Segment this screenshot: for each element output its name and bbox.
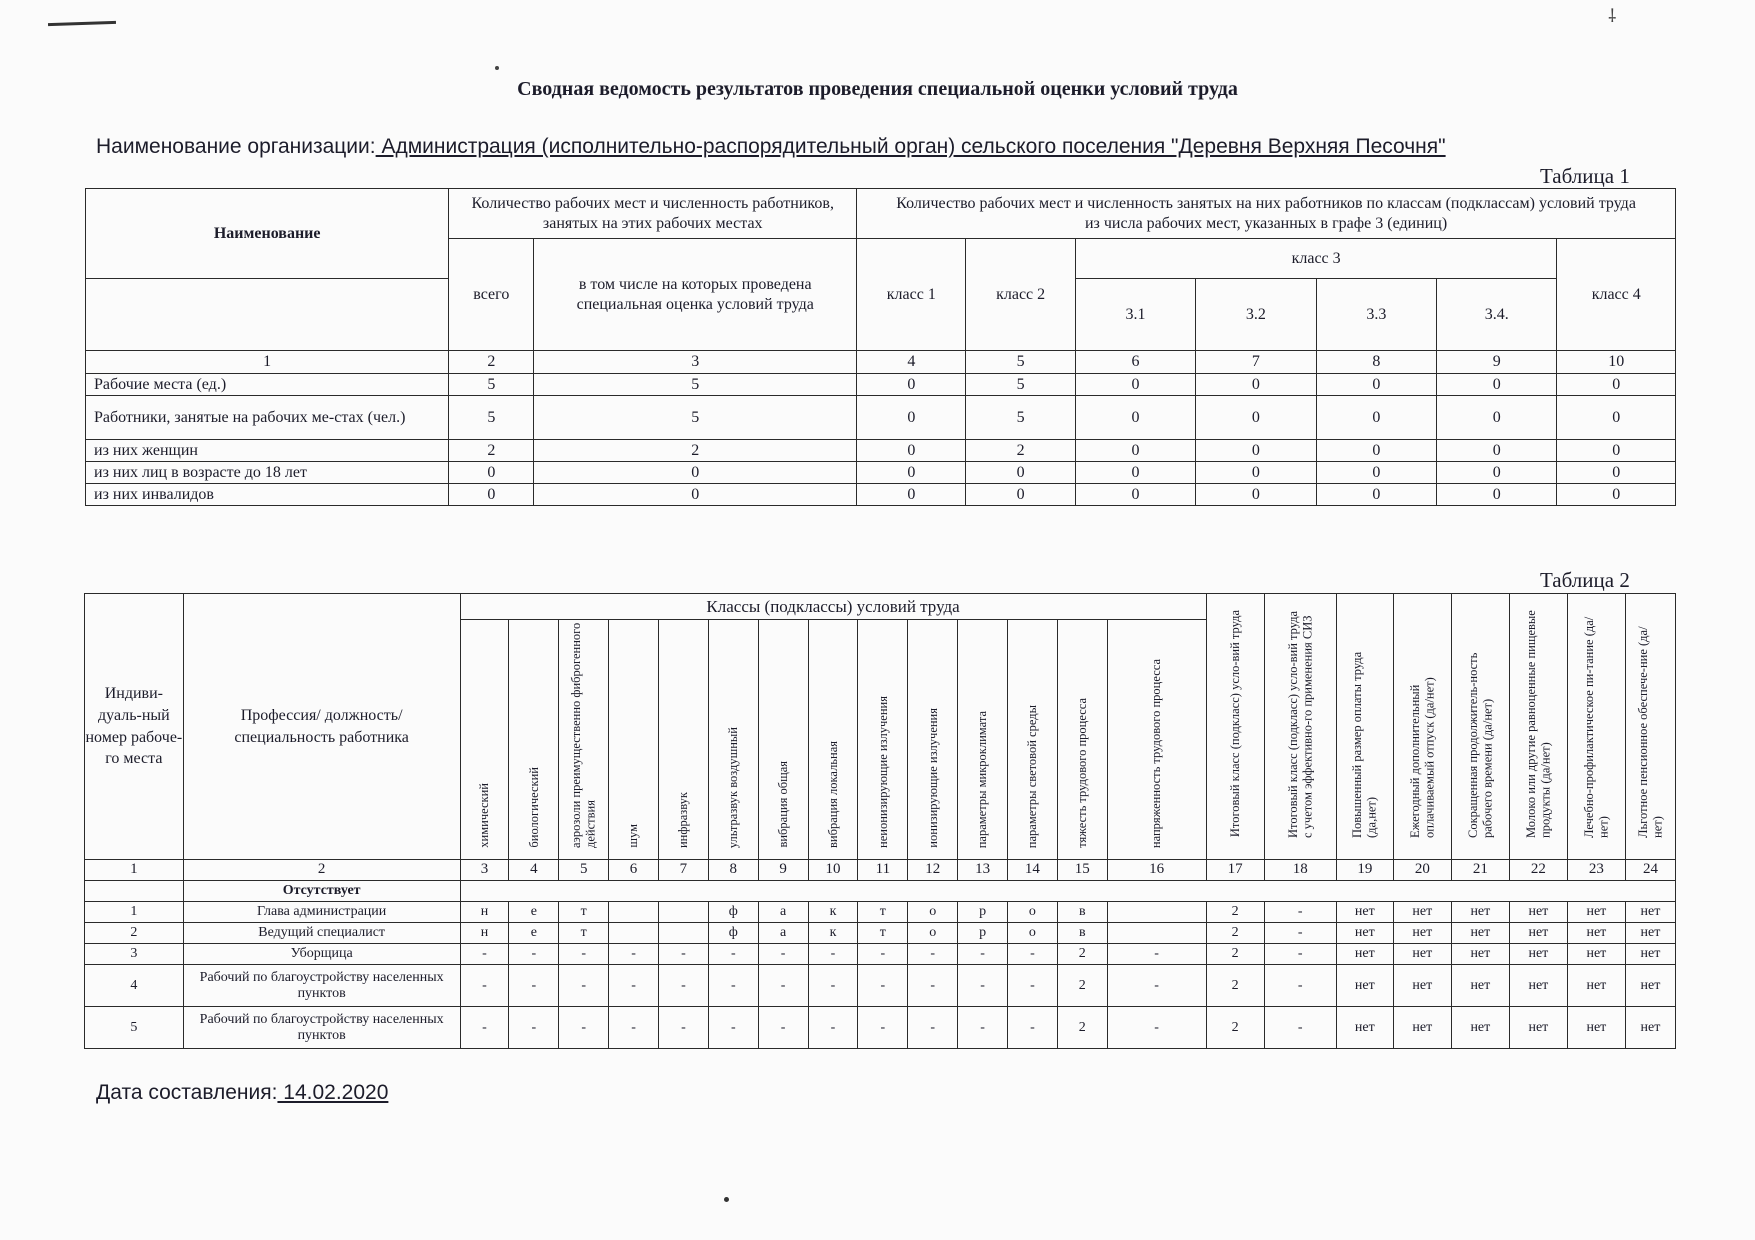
col-number: 19 (1336, 860, 1393, 881)
table-cell: - (1264, 923, 1336, 944)
header-factor (858, 620, 908, 860)
table-cell: 0 (534, 484, 857, 506)
table-row (86, 396, 1676, 440)
table-cell: - (1107, 965, 1206, 1007)
table-cell: - (758, 965, 808, 1007)
table2-caption: Таблица 2 (1540, 568, 1630, 592)
header-c34: 3.4. (1437, 279, 1557, 351)
header-profession: Профессия/ должность/ специальность работника (183, 594, 460, 860)
table-cell: а (758, 902, 808, 923)
col-number: 16 (1107, 860, 1206, 881)
workplace-id: 4 (85, 965, 184, 1007)
document-title: Сводная ведомость результатов проведения специальной оценки условий труда (517, 78, 1238, 100)
table-cell: а (758, 923, 808, 944)
table-cell: нет (1336, 902, 1393, 923)
table-cell: - (958, 944, 1008, 965)
table-cell: 0 (449, 462, 534, 484)
table-cell: - (509, 965, 559, 1007)
table-cell: н (460, 923, 509, 944)
table-cell (658, 902, 708, 923)
table-cell: нет (1509, 965, 1567, 1007)
corner-mark-icon: ⸸ (1608, 6, 1617, 26)
table-cell: 0 (1196, 374, 1316, 396)
col-number: 23 (1567, 860, 1625, 881)
table-cell: 0 (534, 462, 857, 484)
table-cell: о (908, 902, 958, 923)
table-cell: 2 (1206, 902, 1264, 923)
table-cell: е (509, 923, 559, 944)
row-label: из них инвалидов (86, 484, 449, 506)
table-cell: е (509, 902, 559, 923)
table-cell: - (758, 944, 808, 965)
header-factor (658, 620, 708, 860)
header-factor (609, 620, 659, 860)
col-number: 24 (1625, 860, 1675, 881)
section-spacer (460, 881, 1675, 902)
col-number: 9 (1437, 351, 1557, 374)
column-number-row (85, 860, 1676, 881)
table-cell: 0 (1557, 462, 1676, 484)
table-cell: нет (1336, 1007, 1393, 1049)
table-cell: 5 (534, 374, 857, 396)
table-cell: - (658, 965, 708, 1007)
table-cell: - (908, 965, 958, 1007)
table-cell: т (858, 923, 908, 944)
table-cell: 0 (1316, 484, 1436, 506)
table-cell: нет (1509, 902, 1567, 923)
col-number: 6 (1075, 351, 1195, 374)
table-cell: 2 (966, 440, 1075, 462)
table-cell: нет (1567, 1007, 1625, 1049)
col-number: 15 (1057, 860, 1107, 881)
organization-label: Наименование организации: (96, 135, 376, 158)
header-factor-label: ионизирующие излучения (925, 708, 940, 848)
table-cell: 0 (1437, 462, 1557, 484)
table-cell: - (958, 965, 1008, 1007)
table-cell: 0 (1316, 462, 1436, 484)
table-cell: - (908, 1007, 958, 1049)
table-cell: 0 (1075, 462, 1195, 484)
table-cell: 0 (1075, 374, 1195, 396)
table-cell: - (609, 965, 659, 1007)
organization-value: Администрация (исполнительно-распорядительный орган) сельского поселения "Деревня Верхняя Песочня" (375, 135, 1446, 158)
header-c33: 3.3 (1316, 279, 1436, 351)
table-cell: в (1057, 923, 1107, 944)
col-number: 10 (1557, 351, 1676, 374)
table-cell (1107, 923, 1206, 944)
col-number: 20 (1393, 860, 1451, 881)
table-row (86, 440, 1676, 462)
table-cell: 0 (857, 484, 966, 506)
row-label: Рабочие места (ед.) (86, 374, 449, 396)
table-cell: - (509, 944, 559, 965)
header-factor-label: вибрация локальная (825, 741, 840, 848)
col-number: 10 (808, 860, 858, 881)
table-cell: нет (1336, 944, 1393, 965)
table-cell: нет (1451, 965, 1509, 1007)
table-cell: нет (1336, 923, 1393, 944)
header-c32: 3.2 (1196, 279, 1316, 351)
table-cell: 0 (966, 462, 1075, 484)
date-line (96, 1081, 388, 1105)
header-factor (559, 620, 609, 860)
table-cell: - (1264, 965, 1336, 1007)
header-factor-label: параметры микроклимата (975, 710, 990, 848)
table-cell: - (858, 965, 908, 1007)
table-cell: 2 (449, 440, 534, 462)
table-cell: нет (1625, 944, 1675, 965)
header-class2: класс 2 (966, 239, 1075, 351)
col-number: 1 (85, 860, 184, 881)
table-cell: - (658, 944, 708, 965)
header-extra-17 (1206, 594, 1264, 860)
table-cell: р (958, 902, 1008, 923)
header-count-group: Количество рабочих мест и численность работников, занятых на этих рабочих местах (449, 189, 857, 239)
table-cell: 5 (966, 396, 1075, 440)
header-factor-label: шум (626, 824, 641, 848)
column-number-row (86, 351, 1676, 374)
header-extra-20 (1393, 594, 1451, 860)
table-cell: нет (1625, 965, 1675, 1007)
table-cell: нет (1509, 923, 1567, 944)
table-cell (1107, 902, 1206, 923)
table-row (85, 965, 1676, 1007)
table-cell: 5 (966, 374, 1075, 396)
header-extra-label: Итоговый класс (подкласс) усло-вий труда (1227, 610, 1242, 838)
table1-caption: Таблица 1 (1540, 164, 1630, 188)
table-cell: 0 (1437, 396, 1557, 440)
table-row (85, 923, 1676, 944)
table-cell: 0 (1075, 396, 1195, 440)
table-cell: нет (1393, 944, 1451, 965)
header-factor-label: параметры световой среды (1025, 704, 1040, 848)
table-cell: - (1008, 965, 1058, 1007)
table-cell: нет (1567, 902, 1625, 923)
table-cell: - (808, 1007, 858, 1049)
table-cell: 2 (1206, 923, 1264, 944)
table-cell: - (858, 1007, 908, 1049)
table-cell: нет (1567, 944, 1625, 965)
table-cell: 0 (1075, 440, 1195, 462)
table-cell: нет (1393, 965, 1451, 1007)
table-cell (609, 923, 659, 944)
table-row (86, 484, 1676, 506)
profession: Уборщица (183, 944, 460, 965)
table-cell: к (808, 923, 858, 944)
table-cell: нет (1336, 965, 1393, 1007)
scan-dot (724, 1197, 729, 1202)
header-extra-22 (1509, 594, 1567, 860)
table-cell: - (1264, 1007, 1336, 1049)
table-cell: 5 (534, 396, 857, 440)
table-cell: 0 (1196, 396, 1316, 440)
header-factor (708, 620, 758, 860)
table-cell: 0 (1557, 374, 1676, 396)
table-cell: 0 (1316, 396, 1436, 440)
table-cell: нет (1451, 923, 1509, 944)
scan-mark (48, 21, 116, 26)
table-cell: о (1008, 923, 1058, 944)
table-cell: нет (1509, 1007, 1567, 1049)
table-cell: 2 (534, 440, 857, 462)
header-factor (1107, 620, 1206, 860)
header-extra-18 (1264, 594, 1336, 860)
table-row (86, 374, 1676, 396)
table-cell: ф (708, 902, 758, 923)
header-extra-label: Сокращенная продолжитель-ность рабочего времени (да/нет) (1465, 652, 1495, 838)
header-factor (958, 620, 1008, 860)
table-cell: нет (1451, 944, 1509, 965)
table-cell: 0 (857, 374, 966, 396)
col-number: 2 (183, 860, 460, 881)
header-class4: класс 4 (1557, 239, 1676, 351)
date-value: 14.02.2020 (277, 1081, 389, 1104)
header-extra-21 (1451, 594, 1509, 860)
row-label: из них лиц в возрасте до 18 лет (86, 462, 449, 484)
header-class3: класс 3 (1075, 239, 1557, 279)
table-cell: нет (1625, 923, 1675, 944)
profession: Ведущий специалист (183, 923, 460, 944)
col-number: 8 (1316, 351, 1436, 374)
col-number: 11 (858, 860, 908, 881)
table-cell: ф (708, 923, 758, 944)
date-label: Дата составления: (96, 1081, 278, 1104)
table-cell: 2 (1206, 1007, 1264, 1049)
table-cell: - (609, 1007, 659, 1049)
header-extra-23 (1567, 594, 1625, 860)
header-factor-label: ультразвук воздушный (726, 726, 741, 848)
header-factor-label: аэрозоли преимущественно фиброгенного действия (569, 622, 598, 848)
table-cell: - (1107, 944, 1206, 965)
col-number: 4 (509, 860, 559, 881)
table-cell: т (559, 902, 609, 923)
table-row (85, 902, 1676, 923)
table-cell: н (460, 902, 509, 923)
header-factor (908, 620, 958, 860)
table-cell: - (1264, 902, 1336, 923)
table-cell: - (1008, 1007, 1058, 1049)
table-cell: - (559, 965, 609, 1007)
table-cell: - (460, 944, 509, 965)
workplace-id: 2 (85, 923, 184, 944)
organization-line (96, 135, 1446, 159)
table-cell: - (509, 1007, 559, 1049)
row-label: из них женщин (86, 440, 449, 462)
header-factor-label: неионизирующие излучения (875, 696, 890, 848)
header-extra-label: Повышенный размер оплаты труда (да,нет) (1350, 651, 1379, 838)
header-factor (509, 620, 559, 860)
table-cell: 0 (966, 484, 1075, 506)
col-number: 5 (559, 860, 609, 881)
col-number: 6 (609, 860, 659, 881)
table-cell: нет (1393, 902, 1451, 923)
header-factor-label: напряженность трудового процесса (1149, 658, 1164, 848)
header-factor (758, 620, 808, 860)
workplace-id: 3 (85, 944, 184, 965)
table-cell: 2 (1206, 944, 1264, 965)
table-cell: 0 (857, 396, 966, 440)
table-cell: в (1057, 902, 1107, 923)
table-cell: 0 (1437, 440, 1557, 462)
table-cell: нет (1393, 923, 1451, 944)
table-cell: 0 (1437, 374, 1557, 396)
table-cell: к (808, 902, 858, 923)
table-cell: 0 (1196, 462, 1316, 484)
table-cell: 0 (857, 462, 966, 484)
section-id-spacer (85, 881, 184, 902)
header-extra-label: Итоговый класс (подкласс) усло-вий труда с учетом эффективно-го применения СИЗ (1285, 610, 1315, 838)
header-extra-label: Ежегодный дополнительный оплачиваемый отпуск (да/нет) (1407, 677, 1437, 838)
table-cell: - (808, 965, 858, 1007)
col-number: 3 (460, 860, 509, 881)
table-cell: - (460, 965, 509, 1007)
header-extra-19 (1336, 594, 1393, 860)
table-cell: 0 (1196, 484, 1316, 506)
table-cell: 0 (1196, 440, 1316, 462)
header-factor (460, 620, 509, 860)
table1-summary (85, 188, 1676, 506)
header-extra-label: Льготное пенсионное обеспече-ние (да/нет) (1636, 626, 1665, 838)
row-label: Работники, занятые на рабочих ме-стах (чел.) (86, 396, 449, 440)
col-number: 13 (958, 860, 1008, 881)
col-number: 5 (966, 351, 1075, 374)
table-cell: 0 (1075, 484, 1195, 506)
table-cell: - (708, 944, 758, 965)
col-number: 8 (708, 860, 758, 881)
col-number: 7 (1196, 351, 1316, 374)
table-cell: - (609, 944, 659, 965)
table-cell: 0 (1557, 396, 1676, 440)
table-row (86, 462, 1676, 484)
table-cell: - (658, 1007, 708, 1049)
table-cell (658, 923, 708, 944)
table-cell: 2 (1057, 944, 1107, 965)
col-number: 12 (908, 860, 958, 881)
table-cell: нет (1451, 902, 1509, 923)
profession: Рабочий по благоустройству населенных пунктов (183, 965, 460, 1007)
profession: Глава администрации (183, 902, 460, 923)
table-cell: 0 (1557, 484, 1676, 506)
col-number: 2 (449, 351, 534, 374)
col-number: 7 (658, 860, 708, 881)
header-total: всего (449, 239, 534, 351)
table-cell: нет (1625, 902, 1675, 923)
header-factor-label: инфразвук (676, 791, 691, 848)
table-cell: т (858, 902, 908, 923)
header-extra-label: Лечебно-профилактическое пи-тание (да/нет) (1582, 616, 1611, 838)
table-cell: нет (1625, 1007, 1675, 1049)
header-c31: 3.1 (1075, 279, 1195, 351)
table-cell: нет (1567, 923, 1625, 944)
table-cell: нет (1451, 1007, 1509, 1049)
header-name-spacer (86, 279, 449, 351)
table-cell: - (908, 944, 958, 965)
table-cell: - (559, 1007, 609, 1049)
table-cell: - (958, 1007, 1008, 1049)
header-factor (1057, 620, 1107, 860)
scan-dot (495, 66, 499, 70)
table-row (85, 1007, 1676, 1049)
col-number: 18 (1264, 860, 1336, 881)
col-number: 21 (1451, 860, 1509, 881)
table-cell: 5 (449, 374, 534, 396)
col-number: 3 (534, 351, 857, 374)
header-class-group: Количество рабочих мест и численность занятых на них работников по классам (подклассам) условий труда из числа рабочих мест, указанных в графе 3 (единиц) (857, 189, 1676, 239)
col-number: 9 (758, 860, 808, 881)
header-factor (1008, 620, 1058, 860)
header-factor-label: биологический (526, 767, 541, 848)
section-label: Отсутствует (183, 881, 460, 902)
table-cell: о (1008, 902, 1058, 923)
workplace-id: 1 (85, 902, 184, 923)
header-factor-label: тяжесть трудового процесса (1075, 698, 1090, 848)
table-cell: нет (1567, 965, 1625, 1007)
header-factor-label: вибрация общая (775, 761, 790, 848)
header-workplace-id: Индиви-дуаль-ный номер рабоче-го места (85, 594, 184, 860)
table-cell: 0 (449, 484, 534, 506)
table-cell (609, 902, 659, 923)
table-cell: 2 (1206, 965, 1264, 1007)
table-cell: - (460, 1007, 509, 1049)
col-number: 4 (857, 351, 966, 374)
table-cell: - (808, 944, 858, 965)
header-factor-label: химический (477, 783, 492, 848)
table-cell: - (559, 944, 609, 965)
workplace-id: 5 (85, 1007, 184, 1049)
header-extra-label: Молоко или другие равноценные пищевые продукты (да/нет) (1523, 610, 1553, 838)
header-name: Наименование (86, 189, 449, 279)
table-cell: т (559, 923, 609, 944)
col-number: 22 (1509, 860, 1567, 881)
table-cell: 2 (1057, 965, 1107, 1007)
col-number: 1 (86, 351, 449, 374)
table-cell: 0 (1316, 374, 1436, 396)
table-cell: 0 (1437, 484, 1557, 506)
profession: Рабочий по благоустройству населенных пунктов (183, 1007, 460, 1049)
table-cell: 0 (1316, 440, 1436, 462)
table-cell: 0 (857, 440, 966, 462)
table-cell: - (858, 944, 908, 965)
col-number: 17 (1206, 860, 1264, 881)
table-cell: - (1107, 1007, 1206, 1049)
table-row (85, 944, 1676, 965)
table-cell: 0 (1557, 440, 1676, 462)
table-cell: - (1264, 944, 1336, 965)
table-cell: - (708, 965, 758, 1007)
table-cell: о (908, 923, 958, 944)
header-classes-group: Классы (подклассы) условий труда (460, 594, 1206, 620)
header-extra-24 (1625, 594, 1675, 860)
header-assessed: в том числе на которых проведена специальная оценка условий труда (534, 239, 857, 351)
header-class1: класс 1 (857, 239, 966, 351)
col-number: 14 (1008, 860, 1058, 881)
table2-workplaces (84, 593, 1676, 1049)
table-cell: - (708, 1007, 758, 1049)
table-cell: - (1008, 944, 1058, 965)
table-cell: нет (1509, 944, 1567, 965)
table-cell: нет (1393, 1007, 1451, 1049)
table-cell: 5 (449, 396, 534, 440)
table-cell: - (758, 1007, 808, 1049)
header-factor (808, 620, 858, 860)
table-cell: р (958, 923, 1008, 944)
table-cell: 2 (1057, 1007, 1107, 1049)
